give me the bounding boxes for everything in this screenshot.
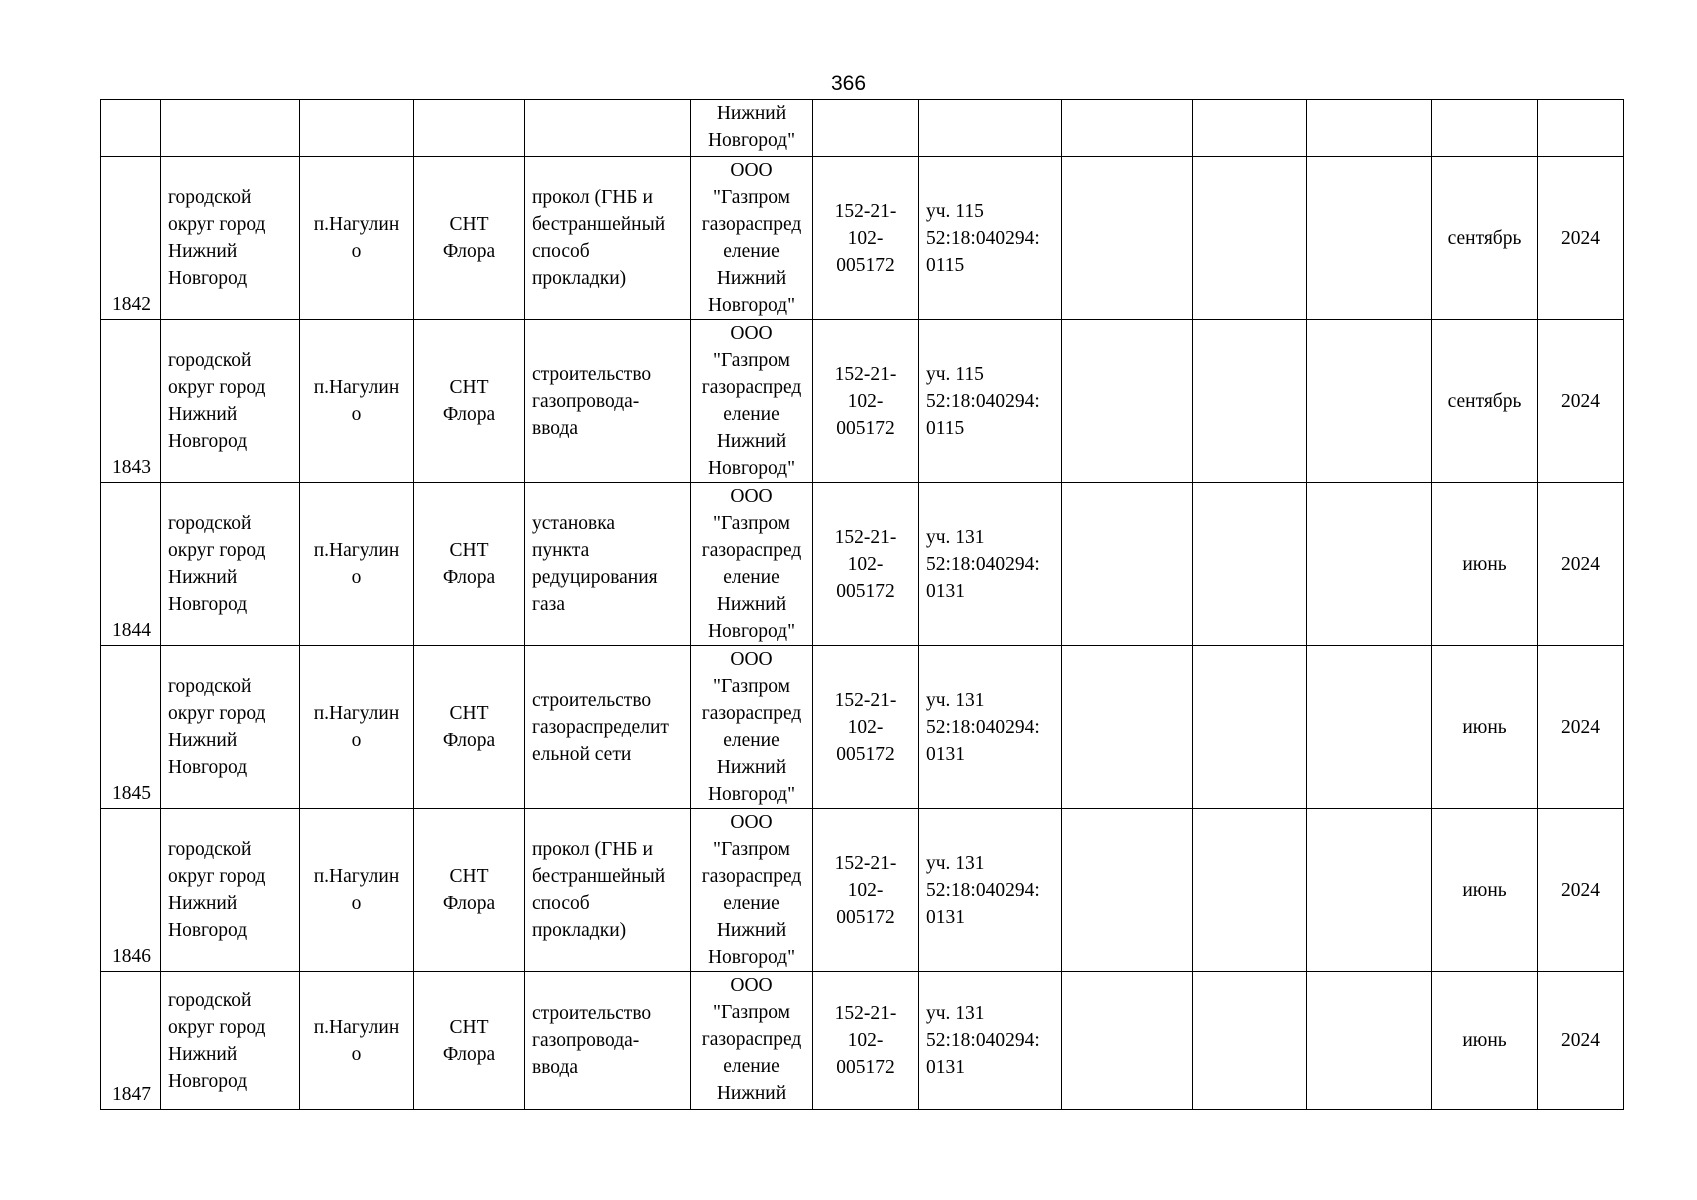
number-cell xyxy=(101,100,161,157)
district-cell: городской округ город Нижний Новгород xyxy=(161,646,300,809)
locality-cell xyxy=(300,100,414,157)
empty-cell-1 xyxy=(1062,972,1193,1110)
row-number: 1846 xyxy=(101,809,161,972)
work-cell: строительство газопровода- ввода xyxy=(525,320,691,483)
plot-cell xyxy=(919,100,1062,157)
empty-cell-3 xyxy=(1307,809,1432,972)
district-cell: городской округ город Нижний Новгород xyxy=(161,483,300,646)
plot-cell: уч. 131 52:18:040294: 0131 xyxy=(919,972,1062,1110)
empty-cell-3 xyxy=(1307,972,1432,1110)
empty-cell-2 xyxy=(1193,972,1307,1110)
plot-cell: уч. 115 52:18:040294: 0115 xyxy=(919,157,1062,320)
organization-cell: ООО "Газпром газораспред еление Нижний Новгород" xyxy=(691,320,813,483)
registration-cell: 152-21- 102- 005172 xyxy=(813,483,919,646)
table-row xyxy=(101,157,1624,320)
locality-cell: п.Нагулин о xyxy=(300,972,414,1110)
table-row xyxy=(101,972,1624,1110)
locality-cell: п.Нагулин о xyxy=(300,157,414,320)
table-row xyxy=(101,483,1624,646)
empty-cell-3 xyxy=(1307,646,1432,809)
empty-cell-1 xyxy=(1062,483,1193,646)
row-number: 1842 xyxy=(101,157,161,320)
row-number: 1845 xyxy=(101,646,161,809)
plot-cell: уч. 131 52:18:040294: 0131 xyxy=(919,483,1062,646)
object-cell: СНТ Флора xyxy=(414,972,525,1110)
locality-cell: п.Нагулин о xyxy=(300,483,414,646)
empty-cell-3 xyxy=(1307,483,1432,646)
month-cell: сентябрь xyxy=(1432,320,1538,483)
table-row xyxy=(101,646,1624,809)
month-cell: сентябрь xyxy=(1432,157,1538,320)
year-cell: 2024 xyxy=(1538,320,1624,483)
empty-cell-2 xyxy=(1193,157,1307,320)
district-cell xyxy=(161,100,300,157)
table-row xyxy=(101,809,1624,972)
row-number: 1843 xyxy=(101,320,161,483)
registration-cell xyxy=(813,100,919,157)
organization-cell: ООО "Газпром газораспред еление Нижний Новгород" xyxy=(691,646,813,809)
registration-cell: 152-21- 102- 005172 xyxy=(813,972,919,1110)
row-number: 1844 xyxy=(101,483,161,646)
empty-cell-2 xyxy=(1193,809,1307,972)
year-cell: 2024 xyxy=(1538,972,1624,1110)
empty-cell-1 xyxy=(1062,646,1193,809)
empty-cell-1 xyxy=(1062,100,1193,157)
table-row xyxy=(101,320,1624,483)
empty-cell-2 xyxy=(1193,646,1307,809)
row-number: 1847 xyxy=(101,972,161,1110)
month-cell: июнь xyxy=(1432,972,1538,1110)
works-table xyxy=(100,99,1624,1110)
organization-cell: Нижний Новгород" xyxy=(691,100,813,157)
year-cell: 2024 xyxy=(1538,157,1624,320)
month-cell: июнь xyxy=(1432,646,1538,809)
work-cell: прокол (ГНБ и бестраншейный способ прокладки) xyxy=(525,157,691,320)
registration-cell: 152-21- 102- 005172 xyxy=(813,320,919,483)
empty-cell-2 xyxy=(1193,100,1307,157)
work-cell: установка пункта редуцирования газа xyxy=(525,483,691,646)
object-cell: СНТ Флора xyxy=(414,646,525,809)
organization-cell: ООО "Газпром газораспред еление Нижний Новгород" xyxy=(691,809,813,972)
plot-cell: уч. 115 52:18:040294: 0115 xyxy=(919,320,1062,483)
work-cell: строительство газораспределит ельной сети xyxy=(525,646,691,809)
empty-cell-1 xyxy=(1062,809,1193,972)
object-cell: СНТ Флора xyxy=(414,483,525,646)
object-cell: СНТ Флора xyxy=(414,809,525,972)
empty-cell-2 xyxy=(1193,483,1307,646)
organization-cell: ООО "Газпром газораспред еление Нижний Новгород" xyxy=(691,157,813,320)
work-cell xyxy=(525,100,691,157)
organization-cell: ООО "Газпром газораспред еление Нижний Новгород" xyxy=(691,483,813,646)
empty-cell-1 xyxy=(1062,320,1193,483)
registration-cell: 152-21- 102- 005172 xyxy=(813,646,919,809)
month-cell: июнь xyxy=(1432,483,1538,646)
object-cell xyxy=(414,100,525,157)
empty-cell-2 xyxy=(1193,320,1307,483)
district-cell: городской округ город Нижний Новгород xyxy=(161,809,300,972)
empty-cell-3 xyxy=(1307,320,1432,483)
work-cell: строительство газопровода- ввода xyxy=(525,972,691,1110)
registration-cell: 152-21- 102- 005172 xyxy=(813,809,919,972)
registration-cell: 152-21- 102- 005172 xyxy=(813,157,919,320)
empty-cell-1 xyxy=(1062,157,1193,320)
locality-cell: п.Нагулин о xyxy=(300,646,414,809)
organization-cell: ООО "Газпром газораспред еление Нижний xyxy=(691,972,813,1110)
year-cell: 2024 xyxy=(1538,646,1624,809)
work-cell: прокол (ГНБ и бестраншейный способ прокладки) xyxy=(525,809,691,972)
year-cell: 2024 xyxy=(1538,809,1624,972)
object-cell: СНТ Флора xyxy=(414,157,525,320)
district-cell: городской округ город Нижний Новгород xyxy=(161,320,300,483)
year-cell: 2024 xyxy=(1538,483,1624,646)
empty-cell-3 xyxy=(1307,157,1432,320)
empty-cell-3 xyxy=(1307,100,1432,157)
plot-cell: уч. 131 52:18:040294: 0131 xyxy=(919,646,1062,809)
month-cell: июнь xyxy=(1432,809,1538,972)
plot-cell: уч. 131 52:18:040294: 0131 xyxy=(919,809,1062,972)
object-cell: СНТ Флора xyxy=(414,320,525,483)
district-cell: городской округ город Нижний Новгород xyxy=(161,157,300,320)
year-cell xyxy=(1538,100,1624,157)
locality-cell: п.Нагулин о xyxy=(300,320,414,483)
locality-cell: п.Нагулин о xyxy=(300,809,414,972)
table-row-continuation xyxy=(101,100,1624,157)
month-cell xyxy=(1432,100,1538,157)
page-number: 366 xyxy=(830,72,867,95)
district-cell: городской округ город Нижний Новгород xyxy=(161,972,300,1110)
